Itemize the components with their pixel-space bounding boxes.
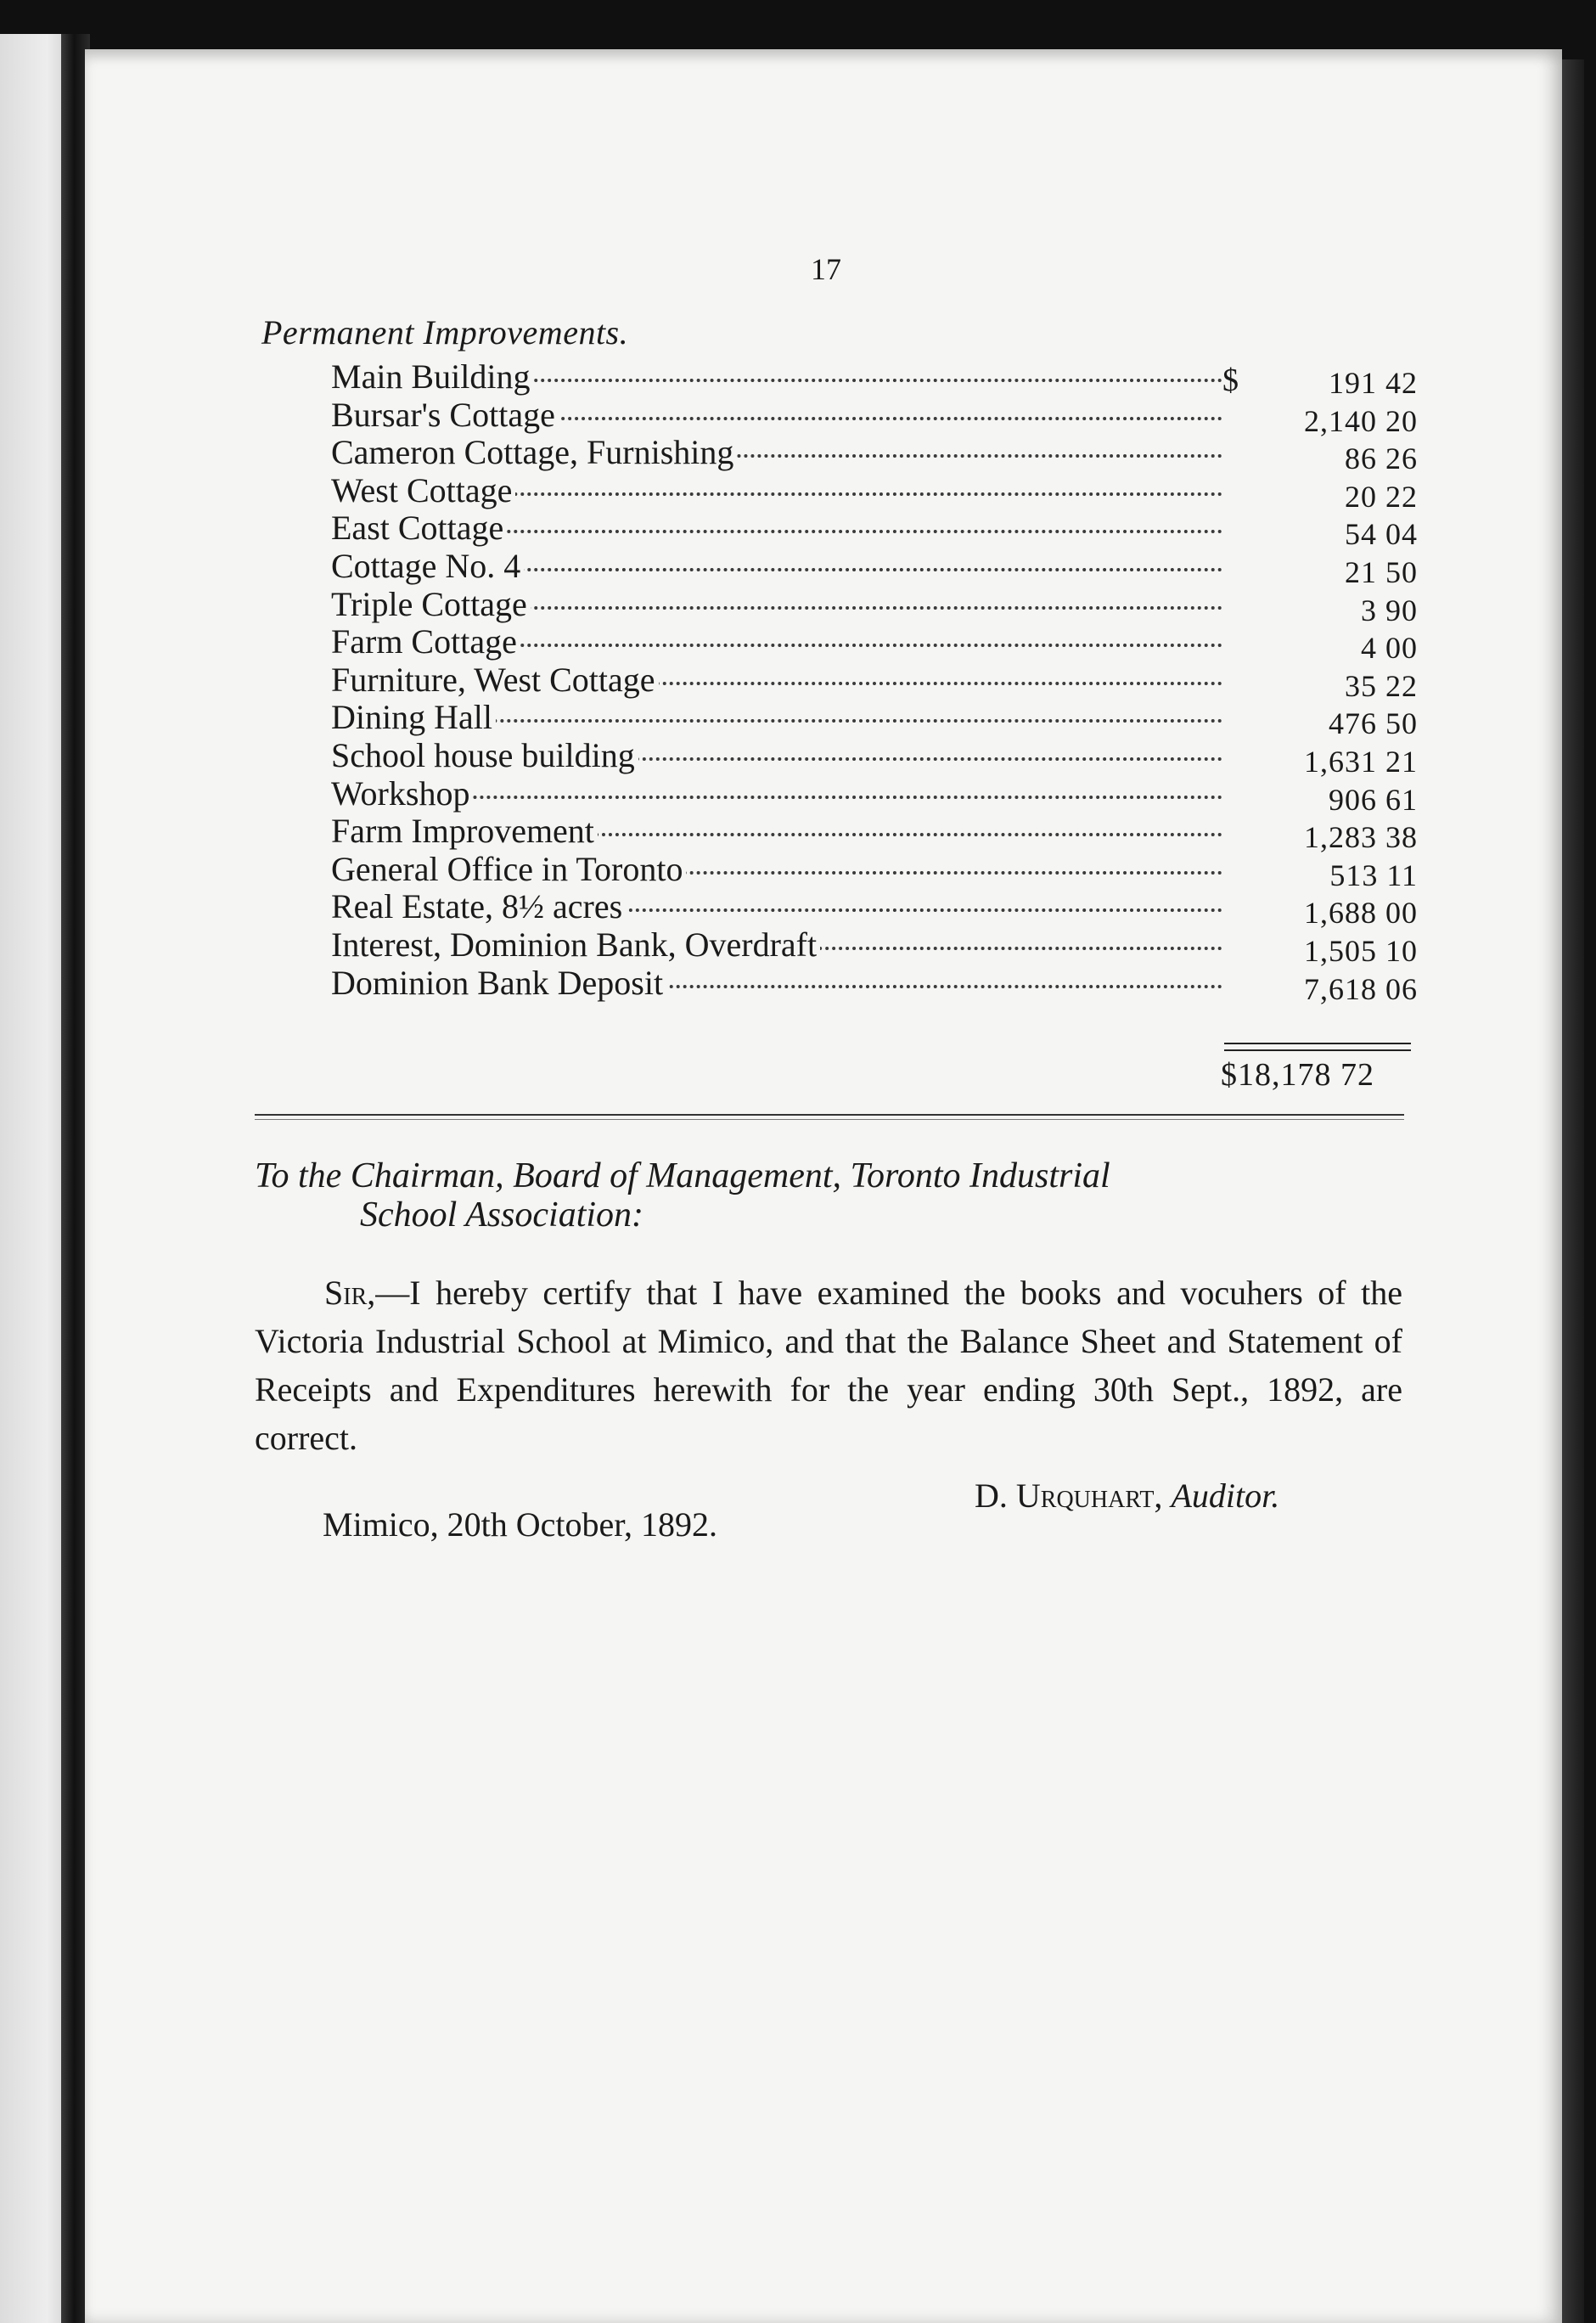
page-number: 17	[811, 252, 841, 286]
ledger-item-amount: 54 04	[1345, 517, 1418, 552]
right-page-edge	[1559, 59, 1584, 2323]
ledger-row	[331, 849, 1418, 892]
ledger-item-label: Cameron Cottage, Furnishing	[331, 436, 737, 470]
ledger-row	[331, 357, 1418, 400]
ledger-item-label: Real Estate, 8½ acres	[331, 890, 626, 924]
ledger-item-label: East Cottage	[331, 511, 507, 545]
letter-text: —I hereby certify that I have examined the books and vocuhers of the Victoria Industrial School at Mimico, and that the Balance Sheet and Statement of Receipts and Expenditures herewith for the year ending 30th Sept., 1892, are correct.	[255, 1274, 1402, 1457]
auditor-signature	[975, 1476, 1279, 1516]
letter-salutation: Sir,	[324, 1274, 376, 1312]
ledger-item-amount: 906 61	[1329, 782, 1418, 817]
section-separator	[255, 1119, 1404, 1120]
ledger-row	[331, 887, 1418, 931]
ledger-row	[331, 584, 1418, 627]
ledger-item-label: Dominion Bank Deposit	[331, 966, 666, 1000]
addressee-line-1: To the Chairman, Board of Management, Toronto Industrial	[255, 1156, 1110, 1195]
ledger-item-label: Furniture, West Cottage	[331, 663, 659, 697]
ledger-row	[331, 735, 1418, 779]
ledger-item-label: General Office in Toronto	[331, 852, 686, 886]
ledger-item-amount: 513 11	[1329, 858, 1418, 892]
ledger-item-label: West Cottage	[331, 474, 515, 508]
ledger-item-amount: 35 22	[1345, 668, 1418, 703]
ledger-row	[331, 622, 1418, 666]
letter-body	[255, 1268, 1402, 1462]
ledger-item-amount: 1,505 10	[1304, 933, 1418, 968]
section-separator	[255, 1114, 1404, 1116]
ledger-item-label: Workshop	[331, 777, 473, 811]
ledger-row	[331, 395, 1418, 438]
ledger-item-amount: 191 42	[1329, 366, 1418, 400]
ledger-total: $18,178 72	[1221, 1057, 1374, 1093]
ledger-item-label: Main Building	[331, 360, 533, 394]
addressee-line-2: School Association:	[360, 1195, 644, 1235]
ledger-item-label: School house building	[331, 739, 638, 773]
ledger-item-label: Farm Cottage	[331, 625, 520, 659]
ledger-item-label: Triple Cottage	[331, 588, 531, 622]
ledger-item-label: Bursar's Cottage	[331, 398, 559, 432]
ledger-row	[331, 812, 1418, 855]
ledger-item-amount: 86 26	[1345, 442, 1418, 476]
ledger-table	[331, 357, 1418, 1006]
ledger-row	[331, 509, 1418, 552]
ledger-row	[331, 470, 1418, 514]
ledger-item-amount: 1,283 38	[1304, 820, 1418, 855]
ledger-row	[331, 546, 1418, 589]
ledger-item-amount: 476 50	[1329, 706, 1418, 741]
ledger-item-label: Dining Hall	[331, 700, 496, 734]
total-rule	[1224, 1049, 1411, 1051]
ledger-row	[331, 700, 1418, 739]
ledger-item-amount: 1,688 00	[1304, 896, 1418, 931]
auditor-role: Auditor.	[1171, 1476, 1280, 1515]
ledger-item-amount: 21 50	[1345, 554, 1418, 589]
ledger-row	[331, 433, 1418, 476]
currency-symbol: $	[1222, 363, 1239, 398]
ledger-row	[331, 925, 1418, 968]
ledger-row	[331, 660, 1418, 703]
total-rule	[1224, 1043, 1411, 1044]
auditor-name: D. Urquhart,	[975, 1476, 1163, 1515]
ledger-row	[331, 963, 1418, 1006]
ledger-item-label: Interest, Dominion Bank, Overdraft	[331, 928, 820, 962]
ledger-item-label: Farm Improvement	[331, 814, 598, 848]
ledger-item-amount: 2,140 20	[1304, 403, 1418, 438]
ledger-item-amount: 4 00	[1361, 631, 1418, 666]
ledger-item-amount: 1,631 21	[1304, 744, 1418, 779]
letter-dateline: Mimico, 20th October, 1892.	[323, 1505, 717, 1544]
ledger-item-label: Cottage No. 4	[331, 549, 524, 583]
ledger-row	[331, 773, 1418, 817]
ledger-item-amount: 3 90	[1361, 593, 1418, 627]
ledger-item-amount: 20 22	[1345, 479, 1418, 514]
section-title: Permanent Improvements.	[261, 313, 629, 352]
ledger-item-amount: 7,618 06	[1304, 971, 1418, 1006]
letter-addressee	[255, 1156, 1418, 1235]
